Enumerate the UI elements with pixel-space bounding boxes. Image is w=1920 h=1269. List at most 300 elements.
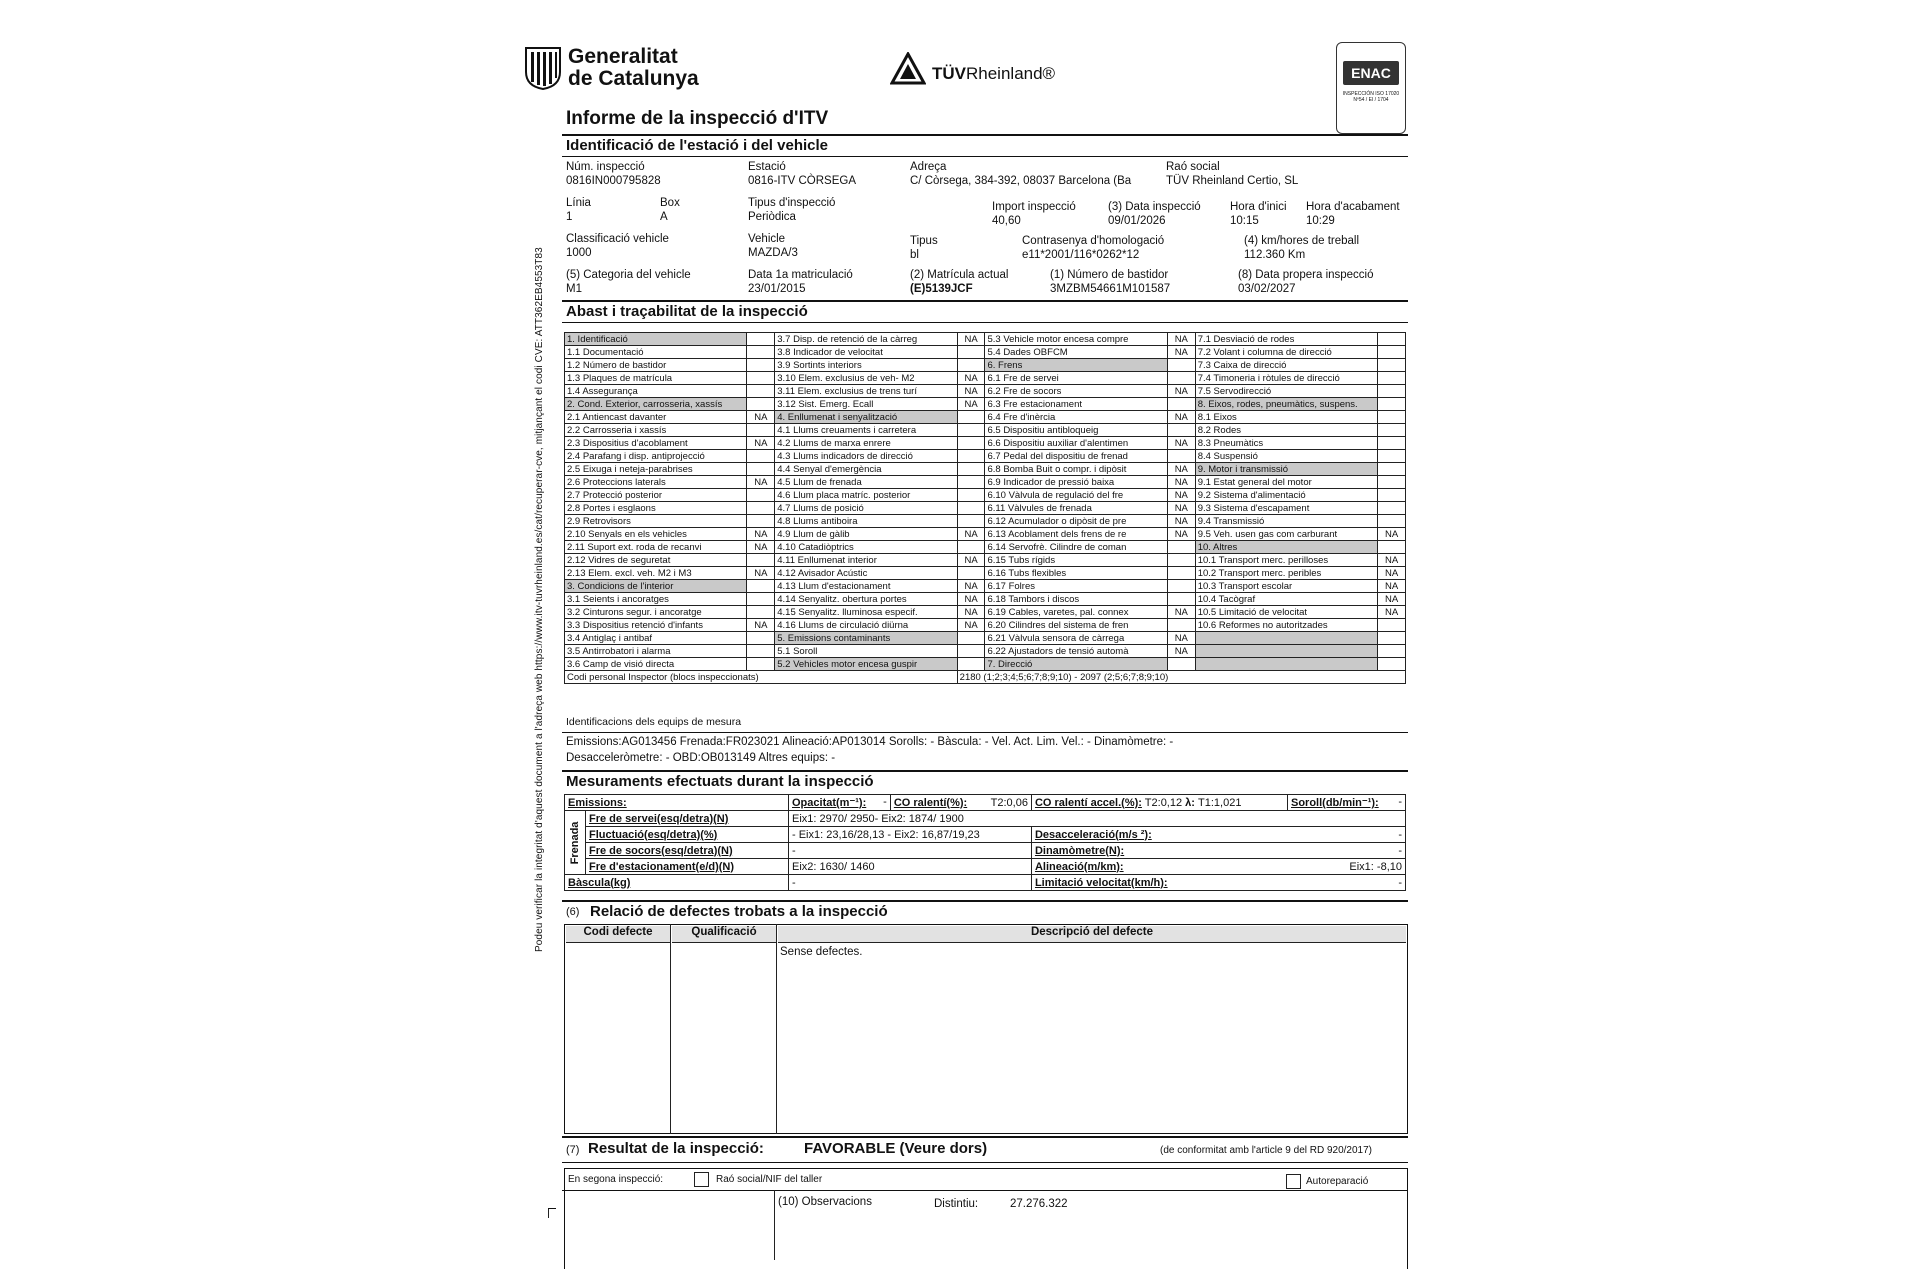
opacitat-cell: Opacitat(m⁻¹): - — [789, 795, 891, 811]
abast-na: NA — [1378, 580, 1406, 593]
abast-item: 6.3 Fre estacionament — [985, 398, 1167, 411]
divider — [562, 1136, 1408, 1138]
abast-na — [1378, 411, 1406, 424]
abast-na — [957, 645, 985, 658]
abast-na — [747, 580, 775, 593]
rao-social: Raó social TÜV Rheinland Certio, SL — [1166, 161, 1299, 187]
abast-na: NA — [747, 619, 775, 632]
abast-item: 6.14 Servofrè. Cilindre de coman — [985, 541, 1167, 554]
tipus-inspeccio: Tipus d'inspecció Periòdica — [748, 197, 836, 223]
abast-item: 2.2 Carrosseria i xassís — [565, 424, 747, 437]
abast-item — [1195, 645, 1377, 658]
defectes-box — [564, 924, 1408, 1134]
abast-na — [1167, 567, 1195, 580]
abast-na — [1378, 424, 1406, 437]
abast-na — [747, 515, 775, 528]
abast-item: 6.17 Folres — [985, 580, 1167, 593]
abast-item: 2.7 Protecció posterior — [565, 489, 747, 502]
abast-na — [957, 437, 985, 450]
abast-item: 6.18 Tambors i discos — [985, 593, 1167, 606]
abast-na: NA — [747, 567, 775, 580]
mesuraments-section-title: Mesuraments efectuats durant la inspecció — [566, 773, 874, 790]
abast-na — [957, 515, 985, 528]
contrasenya: Contrasenya d'homologació e11*2001/116*0262*12 — [1022, 235, 1165, 261]
abast-na — [747, 346, 775, 359]
matricula: (2) Matrícula actual (E)5139JCF — [910, 269, 1009, 295]
fre-estac-value: Eix2: 1630/ 1460 — [789, 859, 1032, 875]
abast-item: 3.10 Elem. exclusius de veh- M2 — [775, 372, 957, 385]
abast-item: 4.9 Llum de gàlib — [775, 528, 957, 541]
box: Box A — [660, 197, 680, 223]
abast-item: 6.1 Fre de servei — [985, 372, 1167, 385]
abast-item: 1.1 Documentació — [565, 346, 747, 359]
abast-na — [1378, 333, 1406, 346]
divider — [562, 770, 1408, 772]
tuv-rest: Rheinland® — [966, 64, 1056, 83]
tuv-brand-text — [932, 64, 1055, 84]
enac-badge — [1336, 42, 1406, 134]
abast-item: 9.3 Sistema d'escapament — [1195, 502, 1377, 515]
abast-na: NA — [957, 593, 985, 606]
equips-line1: Emissions:AG013456 Frenada:FR023021 Alineació:AP013014 Sorolls: - Bàscula: - Vel. Act. Lim. Vel.: - Dinamòmetre: - — [566, 736, 1174, 748]
abast-na — [747, 450, 775, 463]
abast-item: 3. Condicions de l'interior — [565, 580, 747, 593]
abast-na — [747, 593, 775, 606]
abast-item: 5.4 Dades OBFCM — [985, 346, 1167, 359]
bascula-value: - — [789, 875, 1032, 891]
abast-na — [747, 385, 775, 398]
km-treball: (4) km/hores de treball 112.360 Km — [1244, 235, 1360, 261]
resultat-note: (de conformitat amb l'article 9 del RD 920/2017) — [1160, 1145, 1373, 1156]
resultat-num: (7) — [566, 1144, 580, 1156]
abast-item: 10.5 Limitació de velocitat — [1195, 606, 1377, 619]
abast-row — [565, 528, 1406, 541]
abast-row — [565, 606, 1406, 619]
abast-na — [957, 632, 985, 645]
abast-item: 2.5 Eixuga i neteja-parabrises — [565, 463, 747, 476]
distintiu-label: Distintiu: — [934, 1198, 979, 1210]
abast-row — [565, 346, 1406, 359]
abast-na: NA — [1167, 632, 1195, 645]
abast-na — [1167, 541, 1195, 554]
abast-na: NA — [957, 528, 985, 541]
bascula-label: Bàscula(kg) — [565, 875, 789, 891]
abast-na: NA — [1167, 346, 1195, 359]
abast-item: 7. Direcció — [985, 658, 1167, 671]
col-codi-defecte: Codi defecte — [566, 926, 670, 943]
abast-item: 6.19 Cables, varetes, pal. connex — [985, 606, 1167, 619]
abast-na — [747, 502, 775, 515]
abast-item: 6.7 Pedal del dispositiu de frenad — [985, 450, 1167, 463]
abast-row — [565, 411, 1406, 424]
abast-item: 6.10 Vàlvula de regulació del fre — [985, 489, 1167, 502]
codi-inspector-row — [565, 671, 1406, 684]
abast-item: 6.11 Vàlvules de frenada — [985, 502, 1167, 515]
abast-item: 5.1 Soroll — [775, 645, 957, 658]
abast-item: 3.4 Antiglaç i antibaf — [565, 632, 747, 645]
abast-item: 6.8 Bomba Buit o compr. i dipòsit — [985, 463, 1167, 476]
data-inspeccio: (3) Data inspecció 09/01/2026 — [1108, 201, 1201, 227]
abast-na: NA — [1167, 411, 1195, 424]
abast-item: 4.1 Llums creuaments i carretera — [775, 424, 957, 437]
abast-na: NA — [747, 411, 775, 424]
measurements-table — [564, 794, 1406, 891]
abast-na: NA — [1167, 645, 1195, 658]
enac-sub: INSPECCIÓN ISO 17020 Nº54 / EI / 1704 — [1342, 91, 1400, 103]
abast-na — [957, 411, 985, 424]
abast-item: 4.7 Llums de posició — [775, 502, 957, 515]
abast-item: 3.6 Camp de visió directa — [565, 658, 747, 671]
abast-item: 5.3 Vehicle motor encesa compre — [985, 333, 1167, 346]
abast-na: NA — [1167, 606, 1195, 619]
abast-na: NA — [957, 372, 985, 385]
col-descripcio: Descripció del defecte — [778, 926, 1406, 943]
abast-row — [565, 463, 1406, 476]
abast-item: 2.4 Parafang i disp. antiprojecció — [565, 450, 747, 463]
classificacio: Classificació vehicle 1000 — [566, 233, 669, 259]
abast-na — [747, 645, 775, 658]
abast-item: 6.13 Acoblament dels frens de re — [985, 528, 1167, 541]
abast-item: 6.4 Fre d'inèrcia — [985, 411, 1167, 424]
abast-na — [747, 359, 775, 372]
abast-na — [1378, 619, 1406, 632]
abast-item: 9.1 Estat general del motor — [1195, 476, 1377, 489]
abast-item: 2. Cond. Exterior, carrosseria, xassís — [565, 398, 747, 411]
fre-servei-value: Eix1: 2970/ 2950- Eix2: 1874/ 1900 — [789, 811, 1406, 827]
abast-item: 2.13 Elem. excl. veh. M2 i M3 — [565, 567, 747, 580]
generalitat-line1: Generalitat — [568, 45, 678, 68]
abast-item: 4.10 Catadiòptrics — [775, 541, 957, 554]
abast-na — [957, 489, 985, 502]
abast-item: 2.10 Senyals en els vehicles — [565, 528, 747, 541]
abast-na — [747, 606, 775, 619]
divider — [562, 300, 1408, 302]
abast-item: 3.5 Antirrobatori i alarma — [565, 645, 747, 658]
abast-na — [1167, 593, 1195, 606]
vehicle: Vehicle MAZDA/3 — [748, 233, 798, 259]
abast-na — [1167, 580, 1195, 593]
abast-item: 9.5 Veh. usen gas com carburant — [1195, 528, 1377, 541]
col-qualificacio: Qualificació — [672, 926, 776, 943]
autoreparacio-label: Autoreparació — [1306, 1176, 1369, 1187]
dinamometre-cell: Dinamòmetre(N): - — [1031, 843, 1405, 859]
abast-item: 7.4 Timoneria i ròtules de direcció — [1195, 372, 1377, 385]
distintiu-value: 27.276.322 — [1010, 1198, 1068, 1210]
segona-box — [564, 1168, 1408, 1269]
abast-item: 10. Altres — [1195, 541, 1377, 554]
abast-row — [565, 489, 1406, 502]
abast-item: 8.2 Rodes — [1195, 424, 1377, 437]
abast-na — [1378, 385, 1406, 398]
abast-na — [1378, 437, 1406, 450]
corner-mark — [548, 1208, 549, 1218]
codi-inspector-value: 2180 (1;2;3;4;5;6;7;8;9;10) - 2097 (2;5;6;7;8;9;10) — [957, 671, 1405, 684]
abast-item: 3.8 Indicador de velocitat — [775, 346, 957, 359]
fluctuacio-label: Fluctuació(esq/detra)(%) — [586, 827, 789, 843]
abast-item: 10.4 Tacògraf — [1195, 593, 1377, 606]
abast-row — [565, 554, 1406, 567]
abast-item: 3.7 Disp. de retenció de la càrreg — [775, 333, 957, 346]
col-divider — [670, 924, 671, 1134]
abast-item: 3.11 Elem. exclusius de trens turí — [775, 385, 957, 398]
abast-item: 2.1 Antiencast davanter — [565, 411, 747, 424]
abast-row — [565, 541, 1406, 554]
abast-na — [1378, 632, 1406, 645]
equips-label: Identificacions dels equips de mesura — [566, 716, 742, 728]
segona-label: En segona inspecció: — [568, 1174, 664, 1185]
abast-na — [1378, 489, 1406, 502]
abast-item: 3.9 Sortints interiors — [775, 359, 957, 372]
abast-item: 4.16 Llums de circulació diürna — [775, 619, 957, 632]
tipus: Tipus bl — [910, 235, 938, 261]
abast-item: 3.12 Sist. Emerg. Ecall — [775, 398, 957, 411]
abast-grid — [564, 332, 1406, 684]
abast-row — [565, 476, 1406, 489]
abast-na: NA — [1167, 385, 1195, 398]
abast-item: 7.5 Servodirecció — [1195, 385, 1377, 398]
abast-item: 2.6 Proteccions laterals — [565, 476, 747, 489]
abast-item: 4. Enllumenat i senyalització — [775, 411, 957, 424]
abast-na: NA — [957, 398, 985, 411]
abast-item: 8.4 Suspensió — [1195, 450, 1377, 463]
tuv-logo — [890, 52, 1056, 92]
fre-socors-label: Fre de socors(esq/detra)(N) — [586, 843, 789, 859]
abast-na: NA — [1167, 463, 1195, 476]
abast-item: 9. Motor i transmissió — [1195, 463, 1377, 476]
abast-na: NA — [1378, 593, 1406, 606]
abast-na — [1378, 463, 1406, 476]
abast-na — [1167, 619, 1195, 632]
linia: Línia 1 — [566, 197, 591, 223]
abast-na: NA — [957, 554, 985, 567]
abast-row — [565, 385, 1406, 398]
tuv-brand: TÜV — [932, 64, 966, 83]
abast-item: 6. Frens — [985, 359, 1167, 372]
abast-na: NA — [1167, 489, 1195, 502]
abast-row — [565, 450, 1406, 463]
abast-item: 3.3 Dispositius retenció d'infants — [565, 619, 747, 632]
abast-item: 9.4 Transmissió — [1195, 515, 1377, 528]
abast-na — [1378, 372, 1406, 385]
divider — [562, 1190, 1408, 1191]
abast-item: 6.15 Tubs rígids — [985, 554, 1167, 567]
num-inspeccio: Núm. inspecció 0816IN000795828 — [566, 161, 661, 187]
abast-item: 4.15 Senyalitz. lluminosa especif. — [775, 606, 957, 619]
estacio: Estació 0816-ITV CÒRSEGA — [748, 161, 857, 187]
abast-na — [747, 554, 775, 567]
abast-item: 4.4 Senyal d'emergència — [775, 463, 957, 476]
abast-na: NA — [957, 385, 985, 398]
abast-row — [565, 372, 1406, 385]
abast-na — [1167, 450, 1195, 463]
rao-nif-label: Raó social/NIF del taller — [716, 1174, 823, 1185]
abast-na — [957, 424, 985, 437]
hora-acabament: Hora d'acabament 10:29 — [1306, 201, 1400, 227]
abast-na — [1378, 450, 1406, 463]
tuv-triangle-icon — [890, 52, 926, 86]
abast-item — [1195, 658, 1377, 671]
abast-item: 1.3 Plaques de matrícula — [565, 372, 747, 385]
autoreparacio-checkbox[interactable] — [1286, 1174, 1301, 1189]
codi-inspector-label: Codi personal Inspector (blocs inspeccionats) — [565, 671, 958, 684]
abast-na — [747, 372, 775, 385]
abast-na: NA — [957, 619, 985, 632]
defectes-num: (6) — [566, 906, 580, 918]
defect-description: Sense defectes. — [780, 946, 863, 958]
abast-item: 4.5 Llum de frenada — [775, 476, 957, 489]
fluctuacio-value: - Eix1: 23,16/28,13 - Eix2: 16,87/19,23 — [789, 827, 1032, 843]
abast-na: NA — [1378, 567, 1406, 580]
fre-estac-label: Fre d'estacionament(e/d)(N) — [586, 859, 789, 875]
abast-na — [1378, 502, 1406, 515]
soroll-cell: Soroll(db/min⁻¹): - — [1288, 795, 1406, 811]
abast-item: 6.22 Ajustadors de tensió automà — [985, 645, 1167, 658]
abast-item: 5.2 Vehicles motor encesa guspir — [775, 658, 957, 671]
abast-na — [1378, 658, 1406, 671]
abast-row — [565, 580, 1406, 593]
abast-na: NA — [747, 541, 775, 554]
abast-na — [1167, 398, 1195, 411]
abast-item: 6.16 Tubs flexibles — [985, 567, 1167, 580]
alineacio-cell: Alineació(m/km): Eix1: -8,10 — [1031, 859, 1405, 875]
generalitat-logo — [524, 40, 724, 94]
verification-side-text: Podeu verificar la integritat d'aquest document a l'adreça web https://www.itv-tuvrheinland.es/cat/recuperar-cve, mitjançant el codi CVE: ATT362EB4553T83 — [534, 247, 545, 952]
abast-item: 2.12 Vidres de seguretat — [565, 554, 747, 567]
abast-na: NA — [957, 580, 985, 593]
resultat-value: FAVORABLE (Veure dors) — [804, 1140, 988, 1157]
abast-item: 4.6 Llum placa matríc. posterior — [775, 489, 957, 502]
abast-row — [565, 359, 1406, 372]
abast-item: 5. Emissions contaminants — [775, 632, 957, 645]
abast-na — [747, 424, 775, 437]
divider — [562, 1162, 1408, 1163]
abast-na: NA — [747, 437, 775, 450]
divider — [562, 322, 1408, 323]
abast-item: 4.12 Avisador Acústic — [775, 567, 957, 580]
abast-na — [1167, 372, 1195, 385]
divider — [562, 732, 1408, 733]
abast-na: NA — [1378, 554, 1406, 567]
abast-na — [1167, 359, 1195, 372]
abast-row — [565, 632, 1406, 645]
abast-na: NA — [957, 333, 985, 346]
abast-na — [957, 359, 985, 372]
abast-item: 1.2 Número de bastidor — [565, 359, 747, 372]
observacions-label: (10) Observacions — [778, 1196, 872, 1208]
abast-na — [747, 463, 775, 476]
abast-na — [1378, 476, 1406, 489]
abast-na — [1167, 658, 1195, 671]
abast-na: NA — [1378, 528, 1406, 541]
abast-item: 10.1 Transport merc. perilloses — [1195, 554, 1377, 567]
abast-na — [1378, 541, 1406, 554]
abast-na — [747, 658, 775, 671]
abast-na: NA — [1167, 476, 1195, 489]
fre-servei-label: Fre de servei(esq/detra)(N) — [586, 811, 789, 827]
resultat-label: Resultat de la inspecció: — [588, 1140, 764, 1157]
abast-item: 4.3 Llums indicadors de direcció — [775, 450, 957, 463]
abast-row — [565, 515, 1406, 528]
abast-item: 4.8 Llums antiboira — [775, 515, 957, 528]
abast-row — [565, 619, 1406, 632]
abast-na — [957, 463, 985, 476]
abast-item: 6.5 Dispositiu antibloqueig — [985, 424, 1167, 437]
abast-na — [747, 489, 775, 502]
adreca: Adreça C/ Còrsega, 384-392, 08037 Barcelona (Ba — [910, 161, 1132, 187]
abast-item: 7.2 Volant i columna de direcció — [1195, 346, 1377, 359]
abast-na — [957, 541, 985, 554]
limit-cell: Limitació velocitat(km/h): - — [1031, 875, 1405, 891]
generalitat-line2: de Catalunya — [568, 67, 699, 90]
abast-item: 10.3 Transport escolar — [1195, 580, 1377, 593]
abast-na: NA — [1378, 606, 1406, 619]
abast-item: 6.6 Dispositiu auxiliar d'alentimen — [985, 437, 1167, 450]
abast-na — [747, 632, 775, 645]
co-cell: CO ralentí(%): T2:0,06 — [890, 795, 1031, 811]
abast-item: 7.3 Caixa de direcció — [1195, 359, 1377, 372]
abast-na — [957, 450, 985, 463]
abast-na — [957, 502, 985, 515]
abast-item: 6.2 Fre de socors — [985, 385, 1167, 398]
abast-item: 8. Eixos, rodes, pneumàtics, suspens. — [1195, 398, 1377, 411]
abast-row — [565, 333, 1406, 346]
abast-item: 2.3 Dispositius d'acoblament — [565, 437, 747, 450]
abast-na — [1167, 424, 1195, 437]
import-inspeccio: Import inspecció 40,60 — [992, 201, 1076, 227]
abast-na — [1378, 515, 1406, 528]
abast-na: NA — [747, 476, 775, 489]
abast-na: NA — [1167, 515, 1195, 528]
defectes-section-title: Relació de defectes trobats a la inspecció — [590, 903, 888, 920]
abast-row — [565, 593, 1406, 606]
abast-item — [1195, 632, 1377, 645]
abast-item: 4.13 Llum d'estacionament — [775, 580, 957, 593]
abast-na — [957, 476, 985, 489]
abast-item: 6.12 Acumulador o dipòsit de pre — [985, 515, 1167, 528]
hora-inici: Hora d'inici 10:15 — [1230, 201, 1287, 227]
abast-item: 3.1 Seients i ancoratges — [565, 593, 747, 606]
rao-nif-checkbox[interactable] — [694, 1172, 709, 1187]
enac-label: ENAC — [1343, 61, 1399, 85]
abast-na: NA — [957, 606, 985, 619]
abast-item: 4.2 Llums de marxa enrere — [775, 437, 957, 450]
abast-na — [957, 346, 985, 359]
abast-na: NA — [1167, 437, 1195, 450]
abast-item: 6.21 Vàlvula sensora de càrrega — [985, 632, 1167, 645]
abast-na — [957, 567, 985, 580]
emissions-label: Emissions: — [565, 795, 789, 811]
frenada-vertical-label: Frenada — [565, 811, 586, 875]
abast-item: 9.2 Sistema d'alimentació — [1195, 489, 1377, 502]
bastidor: (1) Número de bastidor 3MZBM54661M101587 — [1050, 269, 1171, 295]
abast-row — [565, 502, 1406, 515]
col-divider — [776, 924, 777, 1134]
abast-item: 4.14 Senyalitz. obertura portes — [775, 593, 957, 606]
abast-na: NA — [1167, 333, 1195, 346]
divider — [562, 156, 1408, 157]
abast-item: 4.11 Enllumenat interior — [775, 554, 957, 567]
abast-item: 6.20 Cilindres del sistema de fren — [985, 619, 1167, 632]
abast-na: NA — [1167, 528, 1195, 541]
abast-item: 2.9 Retrovisors — [565, 515, 747, 528]
generalitat-name — [568, 46, 699, 90]
abast-item: 2.11 Suport ext. roda de recanvi — [565, 541, 747, 554]
abast-row — [565, 658, 1406, 671]
abast-row — [565, 567, 1406, 580]
abast-item: 3.2 Cinturons segur. i ancoratge — [565, 606, 747, 619]
propera-inspeccio: (8) Data propera inspecció 03/02/2027 — [1238, 269, 1374, 295]
coacc-cell: CO ralentí accel.(%): T2:0,12 λ: T1:1,021 — [1031, 795, 1287, 811]
